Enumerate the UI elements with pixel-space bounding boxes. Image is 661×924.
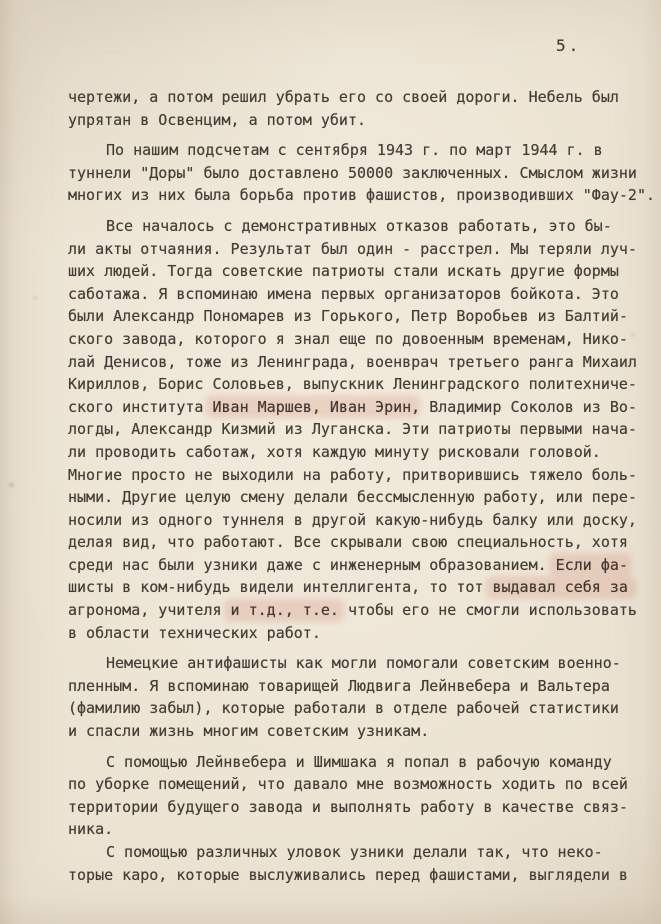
text-line: саботажа. Я вспоминаю имена первых организаторов бойкота. Это [68, 284, 619, 303]
text-line: ского завода, которого я знал еще по довоенным временам, Нико- [68, 329, 628, 348]
text-line: упрятан в Освенцим, а потом убит. [68, 110, 367, 129]
text-line: логды, Александр Кизмий из Луганска. Эти патриоты первыми нача- [68, 420, 637, 439]
page-number: 5. [556, 36, 582, 55]
paragraph [68, 751, 640, 841]
document-body [68, 86, 655, 894]
text-line: (фамилию забыл), которые работали в отделе рабочей статистики [68, 699, 619, 718]
text-line: чертежи, а потом решил убрать его со своей дороги. Небель был [68, 88, 619, 106]
text-line: С помощью Лейнвебера и Шимшака я попал в рабочую команду [106, 752, 612, 771]
text-line: делая вид, что работают. Все скрывали свою специальность, хотя [68, 533, 628, 552]
paper-blemish [9, 483, 14, 487]
text-line: ших людей. Тогда советские патриоты стали искать другие формы [68, 262, 619, 281]
text-line: Немецкие антифашисты как могли помогали советским военно- [106, 654, 621, 673]
text-line: По нашим подсчетам с сентября 1943 г. по март 1944 г. в [106, 141, 603, 160]
text-line: агронома, учителя и т.д., т.е. чтобы его не смогли использовать [68, 601, 637, 620]
text-line: были Александр Пономарев из Горького, Петр Воробьев из Балтий- [68, 307, 628, 326]
paper-blemish [33, 296, 37, 299]
text-line: туннели "Доры" было доставлено 50000 заключенных. Смыслом жизни [68, 163, 637, 182]
text-line: по уборке помещений, что давало мне возможность ходить по всей [68, 775, 628, 794]
paragraph [68, 215, 640, 644]
text-line: Кириллов, Борис Соловьев, выпускник Ленинградского политехниче- [68, 375, 637, 394]
paragraph [68, 139, 655, 207]
text-line: ли проводить саботаж, хотя каждую минуту рисковали головой. [68, 442, 601, 461]
text-line: лай Денисов, тоже из Ленинграда, военврач третьего ранга Михаил [68, 352, 637, 371]
text-line: среди нас были узники даже с инженерным образованием. Если фа- [68, 555, 628, 574]
text-line: С помощью различных уловок узники делали так, что неко- [106, 843, 603, 861]
paragraph-continuation [68, 86, 640, 131]
text-line: ника. [68, 820, 114, 839]
text-line: Все началось с демонстративных отказов работать, это бы- [106, 216, 612, 235]
text-line: ли акты отчаяния. Результат был один - расстрел. Мы теряли луч- [68, 239, 637, 258]
text-line: торые каро, которые выслуживались перед фашистами, выглядели в [68, 865, 628, 884]
text-line: шисты в ком-нибудь видели интеллигента, то тот выдавал себя за [68, 578, 628, 597]
text-line: территории будущего завода и выполнять работу в качестве связ- [68, 797, 628, 816]
text-line: ными. Другие целую смену делали бессмысленную работу, или пере- [68, 488, 637, 507]
text-line: многих из них была борьба против фашистов, производивших "Фау-2". [68, 186, 655, 205]
text-line: носили из одного туннеля в другой какую-нибудь балку или доску, [68, 510, 637, 529]
text-line: ского института Иван Маршев, Иван Эрин, Владимир Соколов из Во- [68, 397, 637, 416]
text-line: пленным. Я вспоминаю товарищей Людвига Лейнвебера и Вальтера [68, 676, 610, 695]
text-line: Многие просто не выходили на работу, притворившись тяжело боль- [68, 465, 637, 484]
paragraph [68, 652, 640, 742]
text-line: в области технических работ. [68, 623, 321, 642]
text-line: и спасли жизнь многим советским узникам. [68, 722, 430, 741]
paragraph [68, 841, 640, 886]
